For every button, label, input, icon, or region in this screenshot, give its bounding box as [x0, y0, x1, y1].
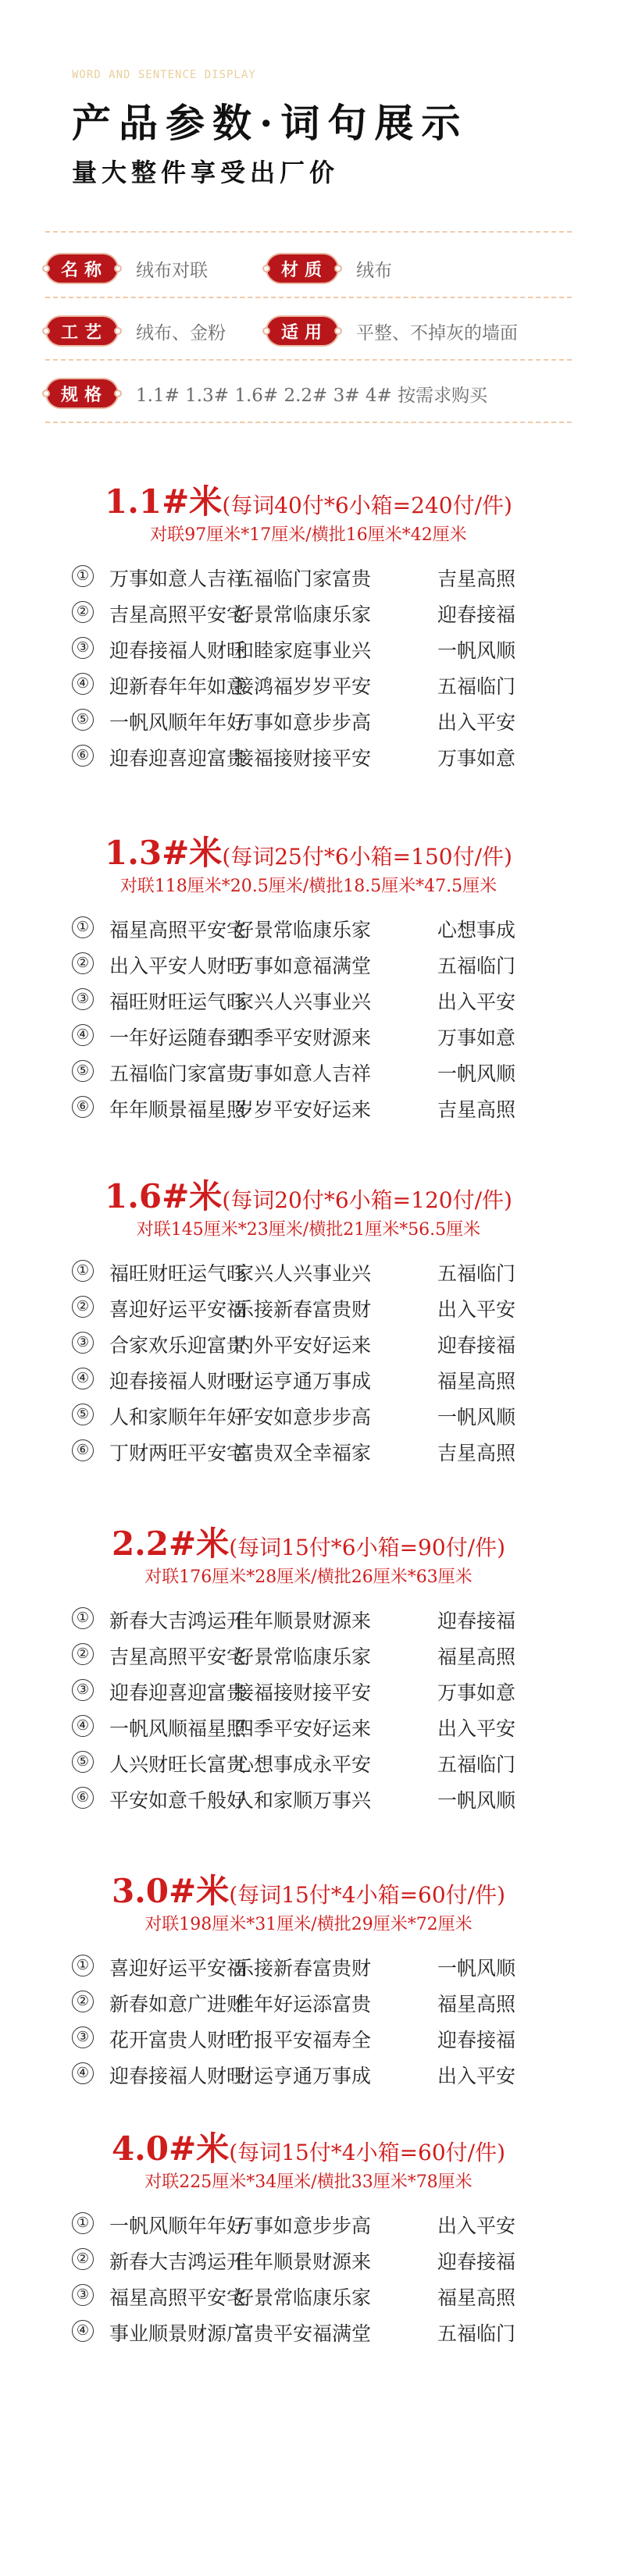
- couplet-first-line: 迎春迎喜迎富贵: [109, 747, 247, 770]
- divider: [45, 231, 572, 233]
- item-number: ③: [72, 2284, 94, 2306]
- list-item: [0, 1713, 617, 1745]
- list-item: [0, 1749, 617, 1781]
- horizontal-scroll: 出入平安: [437, 2065, 516, 2087]
- item-number: ⑤: [72, 1404, 94, 1425]
- horizontal-scroll: 福星高照: [437, 2286, 516, 2309]
- list-item: [0, 1953, 617, 1984]
- list-item: [0, 2211, 617, 2242]
- couplet-first-line: 迎新春年年如意: [109, 675, 247, 698]
- couplet-first-line: 迎春接福人财旺: [109, 1370, 247, 1393]
- list-item: [0, 1438, 617, 1469]
- section-dimensions: 对联145厘米*23厘米/横批21厘米*56.5厘米: [136, 1220, 481, 1240]
- horizontal-scroll: 福星高照: [437, 1646, 516, 1668]
- material-value: 绒布: [356, 260, 392, 281]
- item-number: ②: [72, 601, 94, 623]
- section-size: 1.1#米: [105, 482, 223, 521]
- craft-value: 绒布、金粉: [136, 322, 226, 343]
- list-item: [0, 1094, 617, 1126]
- horizontal-scroll: 五福临门: [437, 2322, 516, 2345]
- section-size: 1.6#米: [105, 1177, 223, 1215]
- horizontal-scroll: 一帆风顺: [437, 1406, 516, 1429]
- list-item: [0, 2247, 617, 2278]
- horizontal-scroll: 迎春接福: [437, 603, 516, 626]
- couplet-second-line: 人和家顺万事兴: [234, 1789, 372, 1812]
- couplet-second-line: 万事如意步步高: [234, 711, 372, 734]
- horizontal-scroll: 五福临门: [437, 675, 516, 698]
- horizontal-scroll: 出入平安: [437, 991, 516, 1013]
- item-number: ②: [72, 1991, 94, 2012]
- couplet-first-line: 喜迎好运平安福: [109, 1957, 247, 1980]
- item-number: ③: [72, 1679, 94, 1701]
- couplet-first-line: 一帆风顺福星照: [109, 1717, 247, 1740]
- couplet-second-line: 五福临门家富贵: [234, 568, 372, 590]
- section-size: 3.0#米: [111, 1872, 230, 1910]
- horizontal-scroll: 心想事成: [437, 919, 516, 941]
- horizontal-scroll: 吉星高照: [437, 1098, 516, 1121]
- couplet-first-line: 福旺财旺运气旺: [109, 1262, 247, 1285]
- section-title: [0, 1866, 617, 1912]
- item-number: ⑥: [72, 1096, 94, 1118]
- horizontal-scroll: 一帆风顺: [437, 1789, 516, 1812]
- couplet-first-line: 喜迎好运平安福: [109, 1298, 247, 1321]
- couplet-first-line: 福星高照平安宅: [109, 2286, 247, 2309]
- list-item: [0, 1366, 617, 1397]
- couplet-first-line: 新春如意广进财: [109, 1993, 247, 2016]
- section-pack: (每词15付*4小箱=60付/件): [229, 1882, 506, 1908]
- item-number: ⑥: [72, 745, 94, 767]
- horizontal-scroll: 一帆风顺: [437, 1957, 516, 1980]
- name-value: 绒布对联: [136, 260, 208, 281]
- couplet-second-line: 接福接财接平安: [234, 1681, 372, 1704]
- item-number: ①: [72, 916, 94, 938]
- couplet-first-line: 迎春迎喜迎富贵: [109, 1681, 247, 1704]
- spec-value: 1.1# 1.3# 1.6# 2.2# 3# 4# 按需求购买: [136, 385, 488, 406]
- horizontal-scroll: 出入平安: [437, 2215, 516, 2237]
- couplet-first-line: 新春大吉鸿运开: [109, 1610, 247, 1632]
- list-item: [0, 1642, 617, 1673]
- couplet-first-line: 花开富贵人财旺: [109, 2029, 247, 2051]
- item-number: ②: [72, 1643, 94, 1665]
- list-item: [0, 1785, 617, 1816]
- couplet-second-line: 内外平安好运来: [234, 1334, 372, 1357]
- section-size: 1.3#米: [105, 834, 223, 872]
- couplet-second-line: 万事如意福满堂: [234, 955, 372, 977]
- couplet-second-line: 财运亨通万事成: [234, 1370, 372, 1393]
- couplet-first-line: 万事如意人吉祥: [109, 568, 247, 590]
- list-item: [0, 915, 617, 946]
- couplet-first-line: 吉星高照平安宅: [109, 1646, 247, 1668]
- item-number: ③: [72, 1332, 94, 1354]
- param-row-name-material: [45, 251, 392, 286]
- item-number: ①: [72, 1607, 94, 1629]
- item-number: ④: [72, 2320, 94, 2342]
- craft-tag: 工艺: [45, 315, 119, 347]
- item-number: ⑤: [72, 709, 94, 731]
- couplet-second-line: 家兴人兴事业兴: [234, 991, 372, 1013]
- item-number: ③: [72, 988, 94, 1010]
- list-item: [0, 1402, 617, 1433]
- material-tag: 材质: [266, 253, 339, 284]
- item-number: ①: [72, 1260, 94, 1282]
- horizontal-scroll: 万事如意: [437, 747, 516, 770]
- horizontal-scroll: 迎春接福: [437, 2250, 516, 2273]
- horizontal-scroll: 万事如意: [437, 1681, 516, 1704]
- horizontal-scroll: 福星高照: [437, 1370, 516, 1393]
- section-pack: (每词40付*6小箱=240付/件): [222, 493, 512, 518]
- item-number: ①: [72, 1955, 94, 1976]
- couplet-second-line: 岁岁平安好运来: [234, 1098, 372, 1121]
- couplet-second-line: 乐接新春富贵财: [234, 1298, 372, 1321]
- list-item: [0, 951, 617, 982]
- section-pack: (每词15付*4小箱=60付/件): [229, 2140, 506, 2165]
- couplet-second-line: 财运亨通万事成: [234, 2065, 372, 2087]
- section-dimensions: 对联225厘米*34厘米/横批33厘米*78厘米: [144, 2172, 473, 2192]
- couplet-second-line: 接福接财接平安: [234, 747, 372, 770]
- horizontal-scroll: 一帆风顺: [437, 639, 516, 662]
- section-title: [0, 827, 617, 874]
- list-item: [0, 671, 617, 703]
- list-item: [0, 2318, 617, 2350]
- couplet-second-line: 佳年好运添富贵: [234, 1993, 372, 2016]
- couplet-second-line: 乐接新春富贵财: [234, 1957, 372, 1980]
- couplet-second-line: 万事如意人吉祥: [234, 1062, 372, 1085]
- divider: [45, 297, 572, 298]
- spec-tag: 规格: [45, 378, 119, 409]
- list-item: [0, 635, 617, 667]
- couplet-second-line: 富贵双全幸福家: [234, 1442, 372, 1464]
- usage-tag: 适用: [266, 315, 339, 347]
- list-item: [0, 1989, 617, 2020]
- couplet-second-line: 和睦家庭事业兴: [234, 639, 372, 662]
- item-number: ①: [72, 565, 94, 587]
- couplet-second-line: 四季平安财源来: [234, 1026, 372, 1049]
- list-item: [0, 2061, 617, 2092]
- couplet-second-line: 好景常临康乐家: [234, 919, 372, 941]
- item-number: ③: [72, 637, 94, 659]
- couplet-second-line: 佳年顺景财源来: [234, 1610, 372, 1632]
- couplet-second-line: 心想事成永平安: [234, 1753, 372, 1776]
- list-item: [0, 1258, 617, 1290]
- list-item: [0, 1606, 617, 1637]
- couplet-first-line: 福旺财旺运气旺: [109, 991, 247, 1013]
- horizontal-scroll: 五福临门: [437, 1262, 516, 1285]
- list-item: [0, 1678, 617, 1709]
- couplet-first-line: 事业顺景财源广: [109, 2322, 247, 2345]
- couplet-first-line: 丁财两旺平安宅: [109, 1442, 247, 1464]
- horizontal-scroll: 迎春接福: [437, 1610, 516, 1632]
- couplet-first-line: 一年好运随春到: [109, 1026, 247, 1049]
- couplet-first-line: 平安如意千般好: [109, 1789, 247, 1812]
- name-tag: 名称: [45, 253, 119, 284]
- horizontal-scroll: 迎春接福: [437, 2029, 516, 2051]
- list-item: [0, 1059, 617, 1090]
- couplet-first-line: 人兴财旺长富贵: [109, 1753, 247, 1776]
- horizontal-scroll: 万事如意: [437, 1026, 516, 1049]
- couplet-second-line: 竹报平安福寿全: [234, 2029, 372, 2051]
- section-size: 2.2#米: [111, 1525, 230, 1563]
- couplet-second-line: 佳年顺景财源来: [234, 2250, 372, 2273]
- section-dimensions: 对联176厘米*28厘米/横批26厘米*63厘米: [144, 1567, 473, 1587]
- couplet-first-line: 合家欢乐迎富贵: [109, 1334, 247, 1357]
- list-item: [0, 2282, 617, 2314]
- item-number: ④: [72, 2062, 94, 2084]
- item-number: ②: [72, 2248, 94, 2270]
- item-number: ⑥: [72, 1439, 94, 1461]
- item-number: ⑥: [72, 1787, 94, 1809]
- couplet-second-line: 好景常临康乐家: [234, 1646, 372, 1668]
- couplet-second-line: 四季平安好运来: [234, 1717, 372, 1740]
- couplet-first-line: 一帆风顺年年好: [109, 2215, 247, 2237]
- list-item: [0, 1330, 617, 1361]
- couplet-first-line: 出入平安人财旺: [109, 955, 247, 977]
- item-number: ①: [72, 2212, 94, 2234]
- section-pack: (每词15付*6小箱=90付/件): [229, 1535, 506, 1560]
- couplet-second-line: 接鸿福岁岁平安: [234, 675, 372, 698]
- section-pack: (每词25付*6小箱=150付/件): [222, 844, 512, 870]
- couplet-first-line: 新春大吉鸿运开: [109, 2250, 247, 2273]
- section-dimensions: 对联198厘米*31厘米/横批29厘米*72厘米: [144, 1915, 473, 1934]
- couplet-second-line: 平安如意步步高: [234, 1406, 372, 1429]
- list-item: [0, 743, 617, 774]
- couplet-first-line: 吉星高照平安宅: [109, 603, 247, 626]
- list-item: [0, 707, 617, 738]
- horizontal-scroll: 出入平安: [437, 1717, 516, 1740]
- horizontal-scroll: 迎春接福: [437, 1334, 516, 1357]
- divider: [45, 359, 572, 361]
- list-item: [0, 987, 617, 1018]
- horizontal-scroll: 一帆风顺: [437, 1062, 516, 1085]
- usage-value: 平整、不掉灰的墙面: [356, 322, 518, 343]
- couplet-first-line: 迎春接福人财旺: [109, 2065, 247, 2087]
- horizontal-scroll: 出入平安: [437, 1298, 516, 1321]
- item-number: ②: [72, 1296, 94, 1318]
- couplet-second-line: 好景常临康乐家: [234, 603, 372, 626]
- section-title: [0, 476, 617, 523]
- horizontal-scroll: 五福临门: [437, 1753, 516, 1776]
- section-size: 4.0#米: [111, 2129, 230, 2168]
- item-number: ④: [72, 1715, 94, 1737]
- page-subtitle: 量大整件享受出厂价: [72, 158, 340, 187]
- item-number: ②: [72, 952, 94, 974]
- item-number: ③: [72, 2026, 94, 2048]
- page-title: 产品参数·词句展示: [72, 100, 469, 146]
- list-item: [0, 564, 617, 595]
- divider: [45, 422, 572, 423]
- section-title: [0, 2123, 617, 2170]
- couplet-first-line: 人和家顺年年好: [109, 1406, 247, 1429]
- item-number: ⑤: [72, 1751, 94, 1773]
- english-subtitle: WORD AND SENTENCE DISPLAY: [72, 69, 256, 81]
- horizontal-scroll: 五福临门: [437, 955, 516, 977]
- horizontal-scroll: 出入平安: [437, 711, 516, 734]
- couplet-second-line: 富贵平安福满堂: [234, 2322, 372, 2345]
- horizontal-scroll: 吉星高照: [437, 1442, 516, 1464]
- item-number: ④: [72, 1368, 94, 1389]
- item-number: ⑤: [72, 1060, 94, 1082]
- couplet-second-line: 家兴人兴事业兴: [234, 1262, 372, 1285]
- section-dimensions: 对联97厘米*17厘米/横批16厘米*42厘米: [150, 525, 467, 545]
- couplet-first-line: 年年顺景福星照: [109, 1098, 247, 1121]
- couplet-second-line: 好景常临康乐家: [234, 2286, 372, 2309]
- list-item: [0, 1294, 617, 1325]
- section-pack: (每词20付*6小箱=120付/件): [222, 1187, 512, 1213]
- item-number: ④: [72, 673, 94, 695]
- list-item: [0, 2025, 617, 2056]
- list-item: [0, 1023, 617, 1054]
- couplet-first-line: 五福临门家富贵: [109, 1062, 247, 1085]
- couplet-second-line: 万事如意步步高: [234, 2215, 372, 2237]
- couplet-first-line: 迎春接福人财旺: [109, 639, 247, 662]
- horizontal-scroll: 福星高照: [437, 1993, 516, 2016]
- list-item: [0, 600, 617, 631]
- horizontal-scroll: 吉星高照: [437, 568, 516, 590]
- param-row-craft-usage: [45, 314, 518, 348]
- item-number: ④: [72, 1024, 94, 1046]
- section-dimensions: 对联118厘米*20.5厘米/横批18.5厘米*47.5厘米: [119, 877, 498, 896]
- section-title: [0, 1518, 617, 1565]
- param-row-spec: [45, 376, 487, 411]
- couplet-first-line: 一帆风顺年年好: [109, 711, 247, 734]
- couplet-first-line: 福星高照平安宅: [109, 919, 247, 941]
- section-title: [0, 1171, 617, 1218]
